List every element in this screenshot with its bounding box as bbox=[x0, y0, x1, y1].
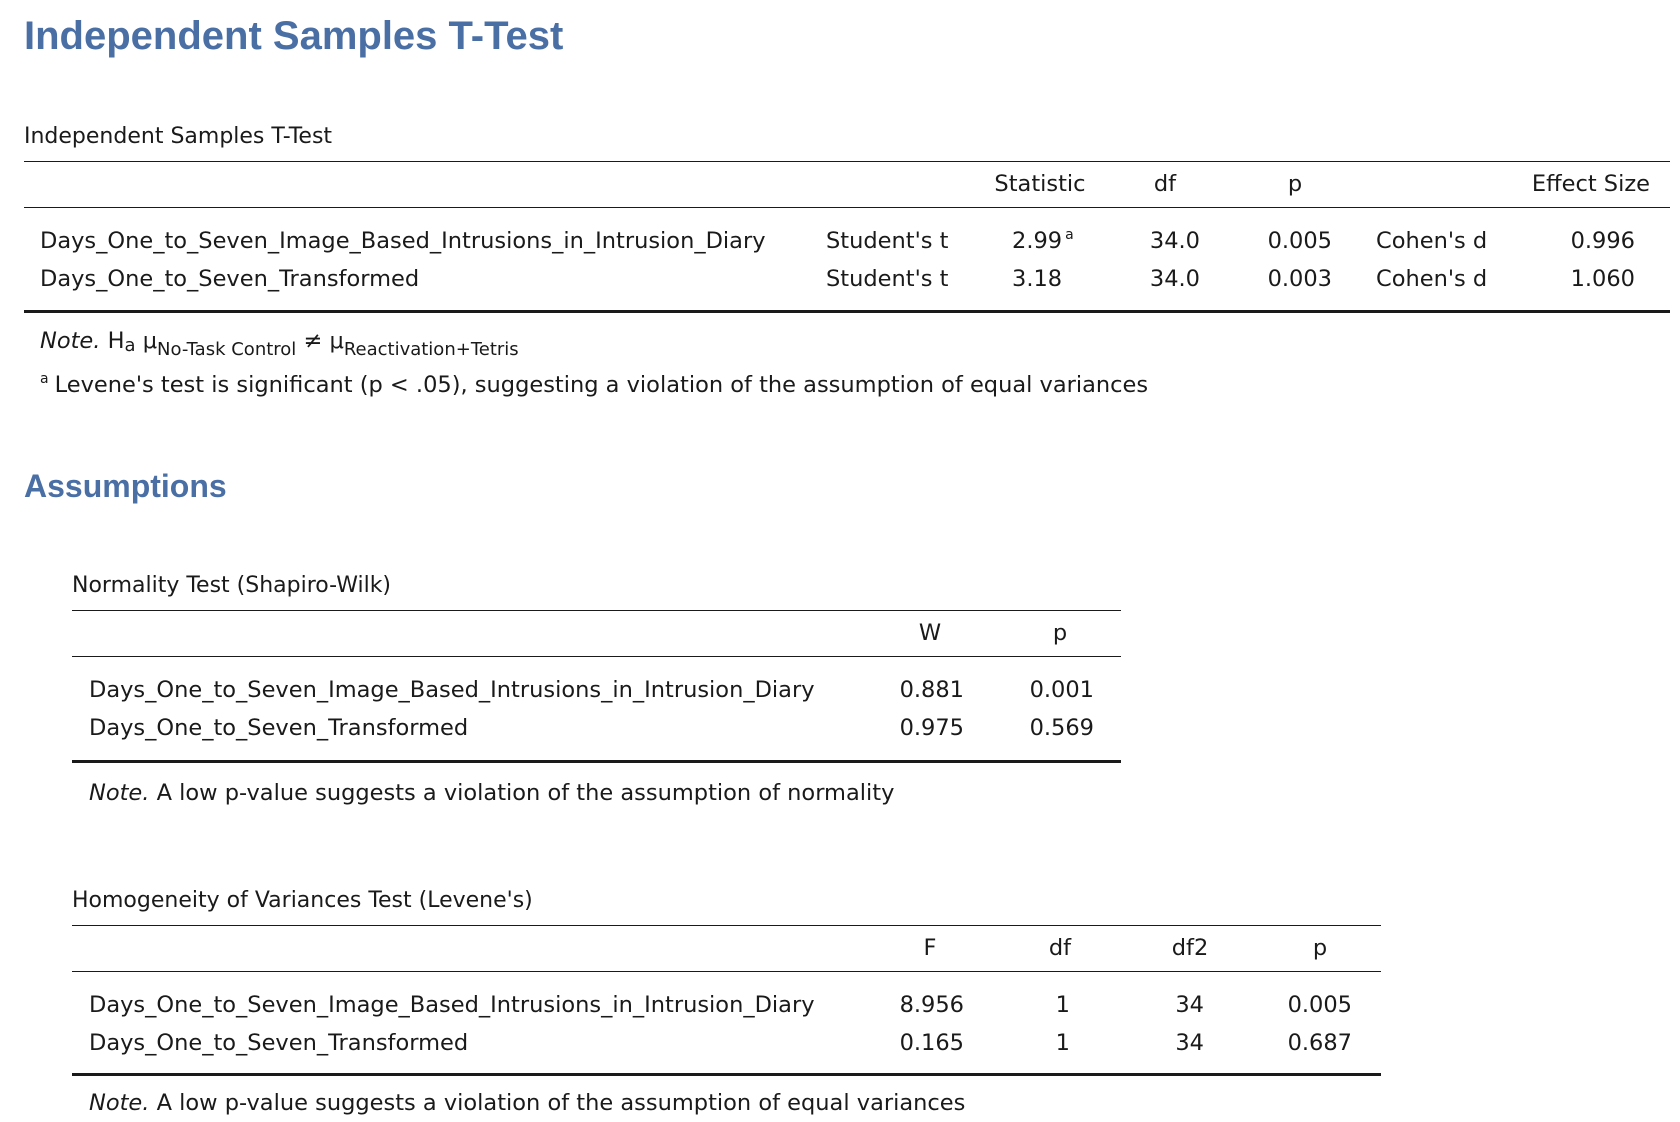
ttest-row-2-effect-type: Cohen's d bbox=[1376, 266, 1488, 292]
normality-row-2-variable: Days_One_to_Seven_Transformed bbox=[89, 715, 469, 741]
normality-row-2-w: 0.975 bbox=[899, 715, 964, 741]
ttest-footnote bbox=[40, 372, 1148, 398]
levene-row-2-variable: Days_One_to_Seven_Transformed bbox=[89, 1030, 469, 1056]
normality-top-rule bbox=[72, 610, 1121, 611]
normality-note-label: Note. bbox=[89, 780, 150, 806]
ttest-footnote-mark: a bbox=[40, 371, 49, 387]
ttest-row-1-p: 0.005 bbox=[1267, 228, 1332, 254]
ttest-row-2-df: 34.0 bbox=[1149, 266, 1200, 292]
ttest-footnote-text: Levene's test is significant (p < .05), suggesting a violation of the assumption of equal variances bbox=[54, 372, 1149, 398]
levene-header-rule bbox=[72, 971, 1381, 972]
ttest-row-2-variable: Days_One_to_Seven_Transformed bbox=[40, 266, 420, 292]
ttest-row-2-p: 0.003 bbox=[1267, 266, 1332, 292]
levene-row-1-variable: Days_One_to_Seven_Image_Based_Intrusions_in_Intrusion_Diary bbox=[89, 992, 815, 1018]
levene-header-p: p bbox=[1312, 935, 1328, 961]
normality-header-rule bbox=[72, 656, 1121, 657]
ttest-header-p: p bbox=[1287, 171, 1303, 197]
assumptions-heading: Assumptions bbox=[24, 468, 227, 504]
levene-header-df2: df2 bbox=[1171, 935, 1209, 961]
ttest-note-mu-2: μ bbox=[329, 328, 344, 354]
levene-note-text: A low p-value suggests a violation of the assumption of equal variances bbox=[156, 1090, 966, 1116]
ttest-note-group-2: Reactivation+Tetris bbox=[343, 339, 519, 360]
ttest-note-group-1: No-Task Control bbox=[157, 339, 297, 360]
levene-header-df: df bbox=[1048, 935, 1072, 961]
normality-header-p: p bbox=[1052, 620, 1068, 646]
levene-row-2-df2: 34 bbox=[1175, 1030, 1204, 1056]
normality-row-1-p: 0.001 bbox=[1029, 677, 1094, 703]
normality-note-text: A low p-value suggests a violation of the assumption of normality bbox=[156, 780, 895, 806]
ttest-row-2-statistic: 3.18 bbox=[1012, 266, 1063, 292]
levene-bottom-rule bbox=[72, 1073, 1381, 1076]
ttest-row-1-effect-size: 0.996 bbox=[1570, 228, 1635, 254]
ttest-header-rule bbox=[24, 207, 1670, 208]
ttest-note-h: H bbox=[107, 328, 125, 354]
levene-row-2-f: 0.165 bbox=[899, 1030, 964, 1056]
ttest-bottom-rule bbox=[24, 310, 1670, 313]
ttest-row-2-test: Student's t bbox=[826, 266, 949, 292]
ttest-note-h-sub: a bbox=[124, 335, 136, 356]
ttest-header-statistic: Statistic bbox=[994, 171, 1086, 197]
ttest-row-1-statistic bbox=[1012, 228, 1074, 254]
ttest-note-label: Note. bbox=[40, 328, 101, 354]
page-title: Independent Samples T-Test bbox=[24, 14, 564, 58]
levene-row-2-df: 1 bbox=[1055, 1030, 1070, 1056]
levene-row-1-p: 0.005 bbox=[1287, 992, 1352, 1018]
levene-row-1-f: 8.956 bbox=[899, 992, 964, 1018]
ttest-row-1-effect-type: Cohen's d bbox=[1376, 228, 1488, 254]
normality-row-1-variable: Days_One_to_Seven_Image_Based_Intrusions_in_Intrusion_Diary bbox=[89, 677, 815, 703]
ttest-row-1-statistic-footnote: a bbox=[1065, 227, 1074, 243]
levene-header-f: F bbox=[923, 935, 937, 961]
levene-note-label: Note. bbox=[89, 1090, 150, 1116]
ttest-row-2-effect-size: 1.060 bbox=[1570, 266, 1635, 292]
ttest-row-1-statistic-value: 2.99 bbox=[1012, 228, 1063, 254]
ttest-note bbox=[40, 328, 519, 360]
ttest-row-1-variable: Days_One_to_Seven_Image_Based_Intrusions_in_Intrusion_Diary bbox=[40, 228, 766, 254]
ttest-note-mu-1: μ bbox=[142, 328, 158, 354]
ttest-table-title: Independent Samples T-Test bbox=[24, 124, 333, 149]
ttest-row-1-test: Student's t bbox=[826, 228, 949, 254]
levene-row-1-df: 1 bbox=[1055, 992, 1070, 1018]
normality-row-2-p: 0.569 bbox=[1029, 715, 1094, 741]
ttest-top-rule bbox=[24, 161, 1670, 162]
levene-row-1-df2: 34 bbox=[1175, 992, 1204, 1018]
levene-top-rule bbox=[72, 925, 1381, 926]
levene-note bbox=[89, 1090, 965, 1116]
normality-note bbox=[89, 780, 894, 806]
ttest-note-neq: ≠ bbox=[303, 328, 323, 354]
ttest-header-df: df bbox=[1153, 171, 1177, 197]
normality-header-w: W bbox=[918, 620, 942, 646]
normality-bottom-rule bbox=[72, 760, 1121, 763]
ttest-header-effect-size: Effect Size bbox=[1531, 171, 1650, 197]
ttest-row-1-df: 34.0 bbox=[1149, 228, 1200, 254]
normality-row-1-w: 0.881 bbox=[899, 677, 964, 703]
levene-row-2-p: 0.687 bbox=[1287, 1030, 1352, 1056]
normality-table-title: Normality Test (Shapiro-Wilk) bbox=[72, 573, 392, 598]
levene-table-title: Homogeneity of Variances Test (Levene's) bbox=[72, 888, 533, 913]
